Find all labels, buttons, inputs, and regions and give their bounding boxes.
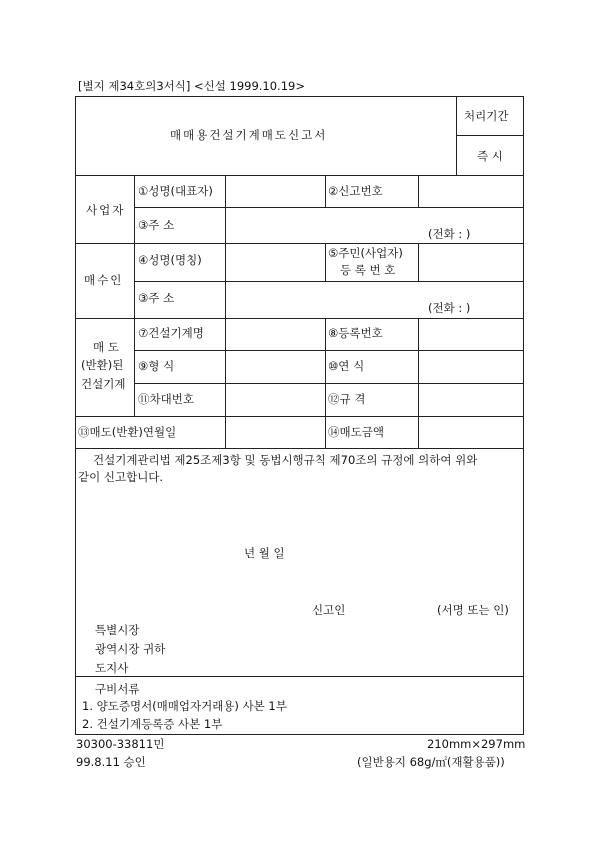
machine-spec-label: ⑫규 격 [328,392,366,406]
footer-code: 30300-33811민 [76,737,165,751]
machine-chassis-label: ⑪차대번호 [138,392,194,406]
footer-paper: (일반용지 68g/㎡(재활용품)) [357,755,505,769]
buyer-id-label-line1: ⑤주민(사업자) [328,246,403,260]
buyer-name-label: ④성명(명칭) [138,253,202,267]
machine-name-label: ⑦건설기계명 [138,326,204,340]
machine-group-label-line2: (반환)된 [81,358,124,372]
machine-group-label-line1: 매 도 [93,340,119,354]
form-title: 매매용건설기계매도신고서 [170,128,328,142]
machine-registration-label: ⑧등록번호 [328,326,383,340]
documents-heading: 구비서류 [95,682,140,696]
declaration-line2: 같이 신고합니다. [78,470,164,484]
documents-item1: 1. 양도증명서(매매업자거래용) 사본 1부 [82,699,287,713]
declaration-line1: 건설기계관리법 제25조제3항 및 동법시행규칙 제70조의 규정에 의하여 위와 [93,453,478,467]
documents-item2: 2. 건설기계등록증 사본 1부 [82,717,223,731]
business-group-label: 사업자 [86,203,126,217]
footer-approved: 99.8.11 승인 [76,755,146,769]
business-registration-label: ②신고번호 [328,184,383,198]
buyer-phone: (전화 : ) [428,301,471,315]
addressee-line1: 특별시장 [95,623,140,637]
machine-group-label-line3: 건설기계 [81,377,126,391]
sale-amount-label: ⑭매도금액 [328,425,384,439]
footer-size: 210mm×297mm [427,737,526,751]
signature-label: (서명 또는 인) [437,603,509,617]
business-phone: (전화 : ) [428,227,471,241]
business-name-label: ①성명(대표자) [138,184,213,198]
addressee-line2: 광역시장 귀하 [95,642,166,656]
machine-model-label: ⑨형 식 [138,359,175,373]
business-address-label: ③주 소 [138,218,175,232]
declaration-date: 년 월 일 [244,546,285,560]
buyer-id-label-line2: 등 록 번 호 [340,263,396,277]
form-reference: [별지 제34호의3서식] <신설 1999.10.19> [78,79,305,93]
processing-period-value: 즉 시 [477,149,503,163]
machine-year-label: ⑩연 식 [328,359,365,373]
processing-period-label: 처리기간 [464,109,509,123]
buyer-group-label: 매수인 [84,273,124,287]
buyer-address-label: ③주 소 [138,291,175,305]
sale-date-label: ⑬매도(반환)연월일 [78,425,177,439]
reporter-label: 신고인 [312,603,346,617]
addressee-line3: 도지사 [95,661,129,675]
